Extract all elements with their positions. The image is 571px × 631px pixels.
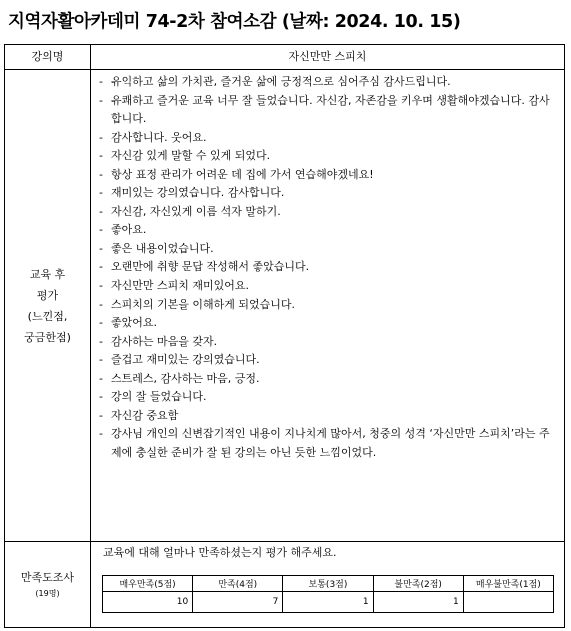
- comment-item: - 스트레스, 감사하는 마음, 긍정.: [97, 370, 557, 389]
- comment-item: - 감사합니다. 웃어요.: [97, 129, 557, 148]
- satisfaction-header: 매우만족(5점): [103, 576, 193, 592]
- comment-item: - 유쾌하고 즐거운 교육 너무 잘 들었습니다. 자신감, 자존감을 키우며 생활해야겠습니다. 감사합니다.: [97, 92, 557, 129]
- comment-item: - 강사님 개인의 신변잡기적인 내용이 지나치게 많아서, 청중의 성격 ‘자신만만 스피치’라는 주제에 충실한 준비가 잘 된 강의는 아닌 듯한 느낌이었다.: [97, 425, 557, 462]
- comment-item: - 즐겁고 재미있는 강의였습니다.: [97, 351, 557, 370]
- evaluation-label-line: 궁금한점): [24, 330, 71, 344]
- comment-item: - 재미있는 강의였습니다. 감사합니다.: [97, 184, 557, 203]
- table-header-row: [5, 45, 564, 70]
- evaluation-comments: [97, 73, 557, 462]
- comment-item: - 좋은 내용이었습니다.: [97, 240, 557, 259]
- evaluation-row: [5, 70, 564, 542]
- evaluation-label-line: 교육 후: [29, 267, 66, 281]
- satisfaction-header: 만족(4점): [193, 576, 283, 592]
- survey-label: [5, 542, 91, 627]
- comment-item: - 오랜만에 취향 문답 작성해서 좋았습니다.: [97, 258, 557, 277]
- survey-row: [5, 542, 564, 627]
- satisfaction-header: 불만족(2점): [373, 576, 463, 592]
- evaluation-label-line: (느낀점,: [27, 309, 68, 323]
- satisfaction-value: 7: [193, 592, 283, 613]
- comment-item: - 유익하고 삶의 가치관, 즐거운 삶에 긍정적으로 심어주심 감사드립니다.: [97, 73, 557, 92]
- satisfaction-value: 1: [373, 592, 463, 613]
- document-title: 지역자활아카데미 74-2차 참여소감 (날짜: 2024. 10. 15): [8, 12, 461, 32]
- satisfaction-value: 1: [283, 592, 373, 613]
- evaluation-table: [4, 44, 565, 628]
- comment-item: - 자신감 있게 말할 수 있게 되었다.: [97, 147, 557, 166]
- satisfaction-value: [463, 592, 553, 613]
- comment-item: - 강의 잘 들었습니다.: [97, 388, 557, 407]
- evaluation-label-line: 평가: [36, 288, 59, 302]
- comment-item: - 자신만만 스피치 재미있어요.: [97, 277, 557, 296]
- satisfaction-header: 매우불만족(1점): [463, 576, 553, 592]
- header-course-name: 자신만만 스피치: [288, 50, 367, 63]
- evaluation-label: [5, 70, 91, 541]
- comment-item: - 좋아요.: [97, 221, 557, 240]
- satisfaction-table: [102, 575, 554, 613]
- satisfaction-value: 10: [103, 592, 193, 613]
- comment-item: - 감사하는 마음을 갖자.: [97, 333, 557, 352]
- satisfaction-header-row: [103, 576, 554, 592]
- comment-item: - 스피치의 기본을 이해하게 되었습니다.: [97, 296, 557, 315]
- header-course-label: 강의명: [5, 45, 91, 69]
- survey-label-text: 만족도조사: [20, 570, 75, 584]
- survey-question: 교육에 대해 얼마나 만족하셨는지 평가 해주세요.: [103, 546, 337, 559]
- comment-item: - 자신감 중요함: [97, 407, 557, 426]
- comment-item: - 좋았어요.: [97, 314, 557, 333]
- satisfaction-value-row: [103, 592, 554, 613]
- comment-item: - 항상 표정 관리가 어려운 데 집에 가서 연습해야겠네요!: [97, 166, 557, 185]
- survey-respondent-count: (19명): [35, 588, 60, 598]
- comment-item: - 자신감, 자신있게 이름 석자 말하기.: [97, 203, 557, 222]
- satisfaction-header: 보통(3점): [283, 576, 373, 592]
